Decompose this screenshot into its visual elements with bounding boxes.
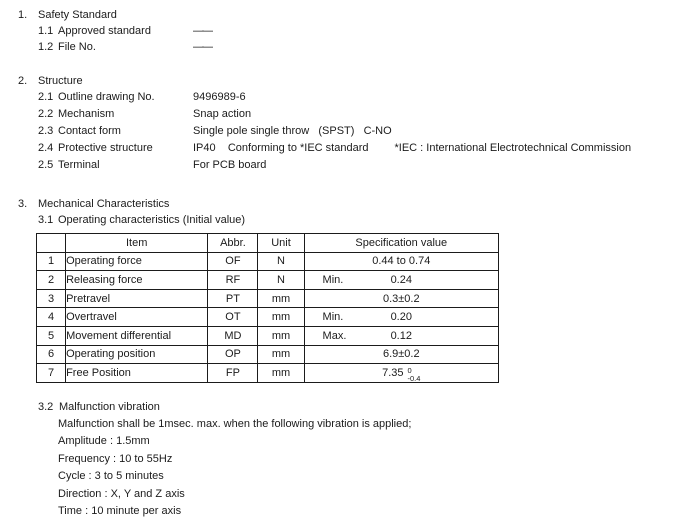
cell-item: Operating force	[66, 252, 208, 271]
table-row	[37, 364, 499, 383]
item-value: 9496989-6	[193, 91, 246, 103]
section-mechanical-characteristics	[18, 196, 681, 521]
section-2-title-row	[18, 73, 681, 89]
item-number: 2.3	[38, 125, 54, 137]
spec-value: 6.9±0.2	[382, 348, 420, 361]
row-file-no	[38, 39, 681, 55]
section-2-number: 2.	[18, 75, 28, 87]
item-number: 1.1	[38, 25, 54, 37]
subsection-31-number: 3.1	[38, 214, 54, 226]
item-label: File No.	[58, 41, 96, 53]
item-label: Outline drawing No.	[58, 91, 155, 103]
header-row-no	[37, 234, 66, 253]
item-number: 2.4	[38, 142, 54, 154]
item-value: For PCB board	[193, 159, 267, 171]
item-number: 2.1	[38, 91, 54, 103]
spec-value: 0.20	[390, 311, 412, 324]
cell-abbr: MD	[208, 326, 258, 345]
item-value: ——	[193, 41, 211, 53]
subsection-31-title-row	[38, 212, 681, 229]
table-header-row	[37, 234, 499, 253]
header-unit: Unit	[258, 234, 304, 253]
item-note: *IEC : International Electrotechnical Commission	[394, 142, 632, 154]
cell-unit: mm	[258, 289, 304, 308]
row-mechanism	[38, 106, 681, 123]
spec-value: 0.3±0.2	[382, 292, 420, 305]
row-protective-structure	[38, 140, 681, 157]
subsection-32-number: 3.2	[38, 400, 54, 413]
table-row	[37, 308, 499, 327]
cell-spec	[304, 364, 498, 383]
table-row	[37, 345, 499, 364]
vibration-amplitude: Amplitude : 1.5mm	[58, 435, 150, 448]
section-safety-standard	[18, 7, 681, 55]
tolerance-stack	[408, 367, 421, 383]
section-1-title: Safety Standard	[38, 9, 117, 21]
vibration-cycle: Cycle : 3 to 5 minutes	[58, 470, 164, 483]
table-row	[37, 289, 499, 308]
subsection-malfunction-vibration	[18, 399, 681, 521]
item-value: Single pole single throw (SPST) C-NO	[193, 125, 392, 137]
section-3-title: Mechanical Characteristics	[38, 198, 170, 210]
cell-no: 6	[37, 345, 66, 364]
vibration-time: Time : 10 minute per axis	[58, 505, 182, 518]
cell-item: Operating position	[66, 345, 208, 364]
cell-spec	[304, 252, 498, 271]
subsection-32-title-row	[38, 399, 681, 416]
spec-value: 0.44 to 0.74	[372, 255, 431, 268]
item-number: 2.2	[38, 108, 54, 120]
cell-item: Releasing force	[66, 271, 208, 290]
cell-unit: mm	[258, 364, 304, 383]
cell-item: Free Position	[66, 364, 208, 383]
item-label: Approved standard	[58, 25, 151, 37]
table-row	[37, 326, 499, 345]
cell-abbr: OF	[208, 252, 258, 271]
vibration-frequency: Frequency : 10 to 55Hz	[58, 452, 173, 465]
spec-qualifier: Max.	[322, 329, 347, 342]
header-item: Item	[66, 234, 208, 253]
row-contact-form	[38, 123, 681, 140]
cell-spec	[304, 326, 498, 345]
table-row	[37, 252, 499, 271]
operating-characteristics-table	[36, 233, 499, 383]
cell-abbr: OP	[208, 345, 258, 364]
cell-unit: N	[258, 271, 304, 290]
section-1-title-row	[18, 7, 681, 23]
section-3-title-row	[18, 196, 681, 212]
subsection-32-title: Malfunction vibration	[59, 400, 160, 413]
cell-unit: mm	[258, 326, 304, 345]
cell-no: 1	[37, 252, 66, 271]
section-structure	[18, 73, 681, 174]
cell-unit: N	[258, 252, 304, 271]
tolerance-lower: -0.4	[407, 373, 421, 383]
cell-spec	[304, 271, 498, 290]
cell-spec	[304, 345, 498, 364]
item-number: 2.5	[38, 159, 54, 171]
row-approved-standard	[38, 23, 681, 39]
vibration-description: Malfunction shall be 1msec. max. when the following vibration is applied;	[58, 417, 412, 430]
tolerance-upper: 0	[407, 365, 412, 375]
header-specification-value: Specification value	[304, 234, 498, 253]
item-value: IP40 Conforming to *IEC standard	[193, 142, 369, 154]
row-outline-drawing-no	[38, 89, 681, 106]
cell-item: Overtravel	[66, 308, 208, 327]
item-label: Mechanism	[58, 108, 115, 120]
subsection-31-title: Operating characteristics (Initial value)	[58, 214, 246, 226]
cell-no: 4	[37, 308, 66, 327]
cell-unit: mm	[258, 345, 304, 364]
spec-value: 7.35	[382, 366, 404, 379]
header-abbr: Abbr.	[208, 234, 258, 253]
cell-spec	[304, 308, 498, 327]
cell-unit: mm	[258, 308, 304, 327]
item-label: Terminal	[58, 159, 100, 171]
cell-abbr: OT	[208, 308, 258, 327]
section-1-number: 1.	[18, 9, 28, 21]
cell-no: 7	[37, 364, 66, 383]
spec-qualifier: Min.	[322, 311, 344, 324]
cell-no: 3	[37, 289, 66, 308]
item-label: Contact form	[58, 125, 121, 137]
section-2-title: Structure	[38, 75, 83, 87]
cell-no: 5	[37, 326, 66, 345]
cell-abbr: FP	[208, 364, 258, 383]
spec-value: 0.12	[390, 329, 412, 342]
spec-value: 0.24	[390, 273, 412, 286]
section-3-number: 3.	[18, 198, 28, 210]
cell-abbr: RF	[208, 271, 258, 290]
item-label: Protective structure	[58, 142, 153, 154]
item-value: ——	[193, 25, 211, 37]
table-row	[37, 271, 499, 290]
vibration-direction: Direction : X, Y and Z axis	[58, 487, 185, 500]
cell-item: Movement differential	[66, 326, 208, 345]
item-number: 1.2	[38, 41, 54, 53]
item-value: Snap action	[193, 108, 252, 120]
row-terminal	[38, 157, 681, 174]
cell-abbr: PT	[208, 289, 258, 308]
cell-spec	[304, 289, 498, 308]
cell-item: Pretravel	[66, 289, 208, 308]
spec-qualifier: Min.	[322, 273, 344, 286]
cell-no: 2	[37, 271, 66, 290]
